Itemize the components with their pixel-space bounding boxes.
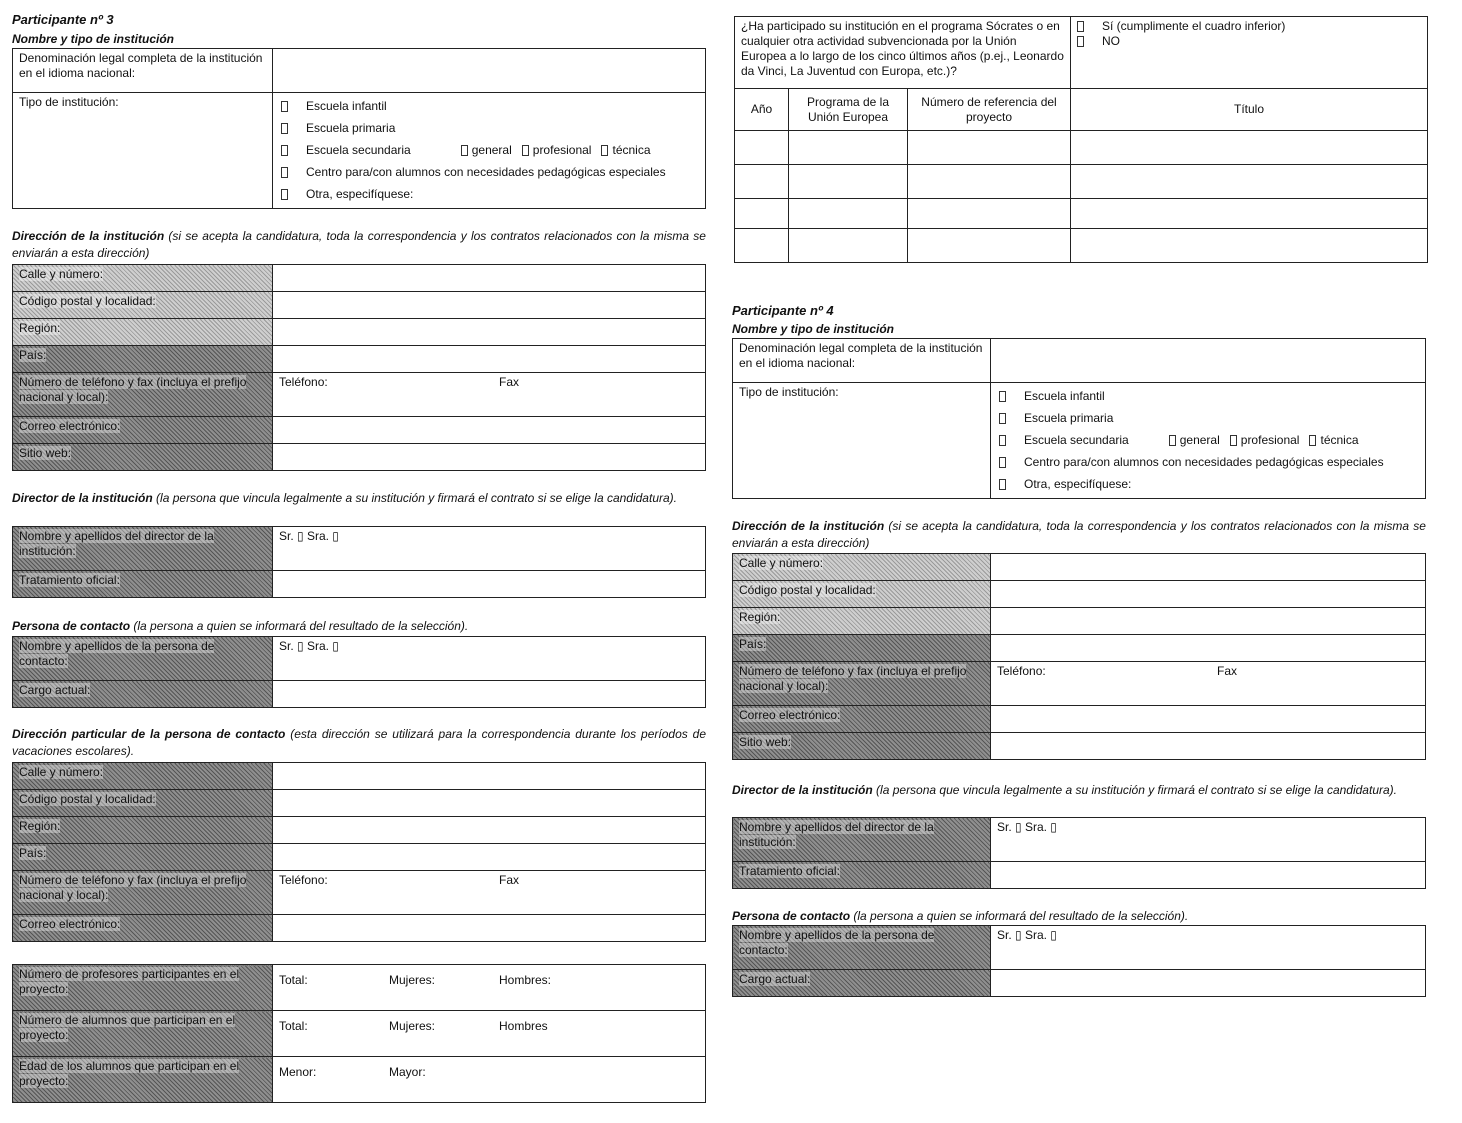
row-label: País: xyxy=(739,637,767,651)
table-cell[interactable] xyxy=(735,229,789,263)
table-cell[interactable] xyxy=(789,229,908,263)
p4-contact-heading: Persona de contacto (la persona a quien se informará del resultado de la selección). xyxy=(732,909,1189,923)
row-label: Correo electrónico: xyxy=(739,708,841,722)
phone-fax-field[interactable] xyxy=(991,662,1426,706)
col-header-program: Programa de la Unión Europea xyxy=(789,89,908,131)
input-field[interactable] xyxy=(273,817,706,844)
students-age-field[interactable] xyxy=(273,1057,706,1103)
row-label: Código postal y localidad: xyxy=(19,294,156,308)
checkbox[interactable] xyxy=(461,145,468,156)
input-field[interactable] xyxy=(273,790,706,817)
checkbox[interactable] xyxy=(1169,435,1176,446)
checkbox[interactable] xyxy=(281,145,288,156)
row-label: Nombre y apellidos de la persona de contacto: xyxy=(19,639,215,668)
p4-address-table xyxy=(732,553,1426,760)
row-label: Número de teléfono y fax (incluya el prefijo nacional y local): xyxy=(19,375,247,404)
p4-institution-table xyxy=(732,338,1426,499)
fax-label: Fax xyxy=(1217,664,1238,678)
table-cell[interactable] xyxy=(1071,229,1428,263)
option-label: Escuela primaria xyxy=(1024,411,1114,425)
checkbox[interactable] xyxy=(999,391,1006,402)
row-label: Nombre y apellidos del director de la institución: xyxy=(19,529,214,558)
checkbox[interactable] xyxy=(1077,21,1084,32)
input-field[interactable] xyxy=(991,554,1426,581)
table-cell[interactable] xyxy=(735,131,789,165)
option-label: técnica xyxy=(1320,433,1359,447)
input-field[interactable] xyxy=(273,319,706,346)
min-age-label: Menor: xyxy=(279,1065,317,1079)
p3-name-field[interactable] xyxy=(273,49,706,93)
p4-address-heading: Dirección de la institución (si se acepta la candidatura, toda la correspondencia y los contratos relacionados con la misma se enviarán a esta dirección) xyxy=(732,519,1426,550)
option-label: Escuela infantil xyxy=(306,99,387,113)
yes-label: Sí (cumplimente el cuadro inferior) xyxy=(1102,19,1286,33)
table-cell[interactable] xyxy=(908,229,1071,263)
eu-participation-table xyxy=(734,16,1428,89)
checkbox[interactable] xyxy=(1309,435,1316,446)
checkbox[interactable] xyxy=(522,145,529,156)
tel-label: Teléfono: xyxy=(997,664,1046,678)
option-label: Otra, especifíquese: xyxy=(306,187,414,201)
col-header-title: Título xyxy=(1071,89,1428,131)
row-label: Región: xyxy=(19,321,61,335)
total-label: Total: xyxy=(279,1019,308,1033)
row-label: Número de teléfono y fax (incluya el prefijo nacional y local): xyxy=(19,873,247,902)
men-label: Hombres: xyxy=(499,973,552,987)
input-field[interactable] xyxy=(273,417,706,444)
checkbox[interactable] xyxy=(281,167,288,178)
row-label: Correo electrónico: xyxy=(19,917,121,931)
input-field[interactable] xyxy=(991,706,1426,733)
sr-sra-options[interactable]: Sr. ▯ Sra. ▯ xyxy=(997,820,1057,834)
women-label: Mujeres: xyxy=(389,973,436,987)
option-label: Escuela primaria xyxy=(306,121,396,135)
students-count-field[interactable] xyxy=(273,1011,706,1057)
p4-contact-table xyxy=(732,925,1426,997)
contact-name-field[interactable] xyxy=(273,637,706,681)
checkbox[interactable] xyxy=(281,189,288,200)
p3-type-label: Tipo de institución: xyxy=(13,93,273,209)
col-header-year: Año xyxy=(735,89,789,131)
p3-name-label: Denominación legal completa de la institución en el idioma nacional: xyxy=(13,49,273,93)
input-field[interactable] xyxy=(273,915,706,942)
option-label: Otra, especifíquese: xyxy=(1024,477,1132,491)
row-label: Número de teléfono y fax (incluya el prefijo nacional y local): xyxy=(739,664,967,693)
p3-type-options xyxy=(273,93,706,209)
option-label: general xyxy=(1179,433,1220,447)
checkbox[interactable] xyxy=(601,145,608,156)
p4-name-field[interactable] xyxy=(991,339,1426,383)
table-cell[interactable] xyxy=(908,131,1071,165)
p3-director-table xyxy=(12,526,706,598)
option-label: técnica xyxy=(612,143,651,157)
teachers-count-field[interactable] xyxy=(273,965,706,1011)
table-cell[interactable] xyxy=(735,165,789,199)
p3-stats-table xyxy=(12,964,706,1103)
table-cell[interactable] xyxy=(1071,199,1428,229)
row-label: Tratamiento oficial: xyxy=(19,573,120,587)
input-field[interactable] xyxy=(273,681,706,708)
row-label: Número de profesores participantes en el proyecto: xyxy=(19,967,240,996)
col-header-ref: Número de referencia del proyecto xyxy=(908,89,1071,131)
option-label: Centro para/con alumnos con necesidades pedagógicas especiales xyxy=(1024,455,1384,469)
eu-question: ¿Ha participado su institución en el programa Sócrates o en cualquier otra actividad subvencionada por la Unión Europea a lo largo de los cinco últimos años (p.ej., Leonardo da Vinci, La Juventud con Europa, etc.)? xyxy=(735,17,1071,89)
row-label: País: xyxy=(19,846,47,860)
phone-fax-field[interactable] xyxy=(273,871,706,915)
checkbox[interactable] xyxy=(999,413,1006,424)
input-field[interactable] xyxy=(273,292,706,319)
sr-sra-options[interactable]: Sr. ▯ Sra. ▯ xyxy=(997,928,1057,942)
row-label: Región: xyxy=(19,819,61,833)
row-label: Cargo actual: xyxy=(739,972,811,986)
checkbox[interactable] xyxy=(281,101,288,112)
table-cell[interactable] xyxy=(789,199,908,229)
p3-subtitle: Nombre y tipo de institución xyxy=(12,32,175,46)
row-label: Calle y número: xyxy=(739,556,824,570)
eu-projects-table xyxy=(734,88,1428,263)
option-label: Centro para/con alumnos con necesidades pedagógicas especiales xyxy=(306,165,666,179)
p4-name-label: Denominación legal completa de la institución en el idioma nacional: xyxy=(733,339,991,383)
p4-director-heading: Director de la institución (la persona que vincula legalmente a su institución y firmará el contrato si se elige la candidatura). xyxy=(732,783,1397,797)
option-label: general xyxy=(471,143,512,157)
row-label: Código postal y localidad: xyxy=(19,792,156,806)
row-label: Calle y número: xyxy=(19,267,104,281)
input-field[interactable] xyxy=(991,608,1426,635)
p4-director-table xyxy=(732,817,1426,889)
p3-contact-table xyxy=(12,636,706,708)
table-cell[interactable] xyxy=(1071,165,1428,199)
p4-title: Participante nº 4 xyxy=(732,303,834,318)
row-label: Sitio web: xyxy=(19,446,72,460)
p3-director-heading: Director de la institución (la persona que vincula legalmente a su institución y firmará el contrato si se elige la candidatura). xyxy=(12,491,677,505)
input-field[interactable] xyxy=(991,862,1426,889)
table-cell[interactable] xyxy=(908,165,1071,199)
checkbox[interactable] xyxy=(1077,36,1084,47)
p3-title: Participante nº 3 xyxy=(12,12,114,27)
checkbox[interactable] xyxy=(999,457,1006,468)
input-field[interactable] xyxy=(273,571,706,598)
row-label: Número de alumnos que participan en el proyecto: xyxy=(19,1013,236,1042)
total-label: Total: xyxy=(279,973,308,987)
p3-contact-heading: Persona de contacto (la persona a quien se informará del resultado de la selección). xyxy=(12,619,469,633)
row-label: Región: xyxy=(739,610,781,624)
input-field[interactable] xyxy=(273,763,706,790)
sr-sra-options[interactable]: Sr. ▯ Sra. ▯ xyxy=(279,639,339,653)
input-field[interactable] xyxy=(991,581,1426,608)
eu-answer-options xyxy=(1071,17,1428,89)
option-label: Escuela infantil xyxy=(1024,389,1105,403)
input-field[interactable] xyxy=(991,635,1426,662)
p3-institution-table xyxy=(12,48,706,209)
fax-label: Fax xyxy=(499,375,520,389)
row-label: Cargo actual: xyxy=(19,683,91,697)
input-field[interactable] xyxy=(991,970,1426,997)
fax-label: Fax xyxy=(499,873,520,887)
table-cell[interactable] xyxy=(1071,131,1428,165)
p3-address-heading: Dirección de la institución (si se acepta la candidatura, toda la correspondencia y los contratos relacionados con la misma se enviarán a esta dirección) xyxy=(12,229,706,260)
row-label: País: xyxy=(19,348,47,362)
contact-name-field[interactable] xyxy=(991,926,1426,970)
no-label: NO xyxy=(1102,34,1120,48)
max-age-label: Mayor: xyxy=(389,1065,426,1079)
option-label: profesional xyxy=(532,143,592,157)
input-field[interactable] xyxy=(991,733,1426,760)
table-cell[interactable] xyxy=(789,165,908,199)
men-label: Hombres xyxy=(499,1019,548,1033)
checkbox[interactable] xyxy=(999,479,1006,490)
p3-private-table xyxy=(12,762,706,942)
p4-type-options xyxy=(991,383,1426,499)
input-field[interactable] xyxy=(273,444,706,471)
input-field[interactable] xyxy=(273,346,706,373)
p3-address-table xyxy=(12,264,706,471)
tel-label: Teléfono: xyxy=(279,375,328,389)
option-label: profesional xyxy=(1240,433,1300,447)
p4-subtitle: Nombre y tipo de institución xyxy=(732,322,895,336)
sr-sra-options[interactable]: Sr. ▯ Sra. ▯ xyxy=(279,529,339,543)
row-label: Calle y número: xyxy=(19,765,104,779)
director-name-field[interactable] xyxy=(273,527,706,571)
table-cell[interactable] xyxy=(735,199,789,229)
option-label: Escuela secundaria xyxy=(306,143,411,157)
p4-type-label: Tipo de institución: xyxy=(733,383,991,499)
director-name-field[interactable] xyxy=(991,818,1426,862)
row-label: Correo electrónico: xyxy=(19,419,121,433)
table-cell[interactable] xyxy=(908,199,1071,229)
row-label: Tratamiento oficial: xyxy=(739,864,840,878)
row-label: Nombre y apellidos del director de la institución: xyxy=(739,820,934,849)
tel-label: Teléfono: xyxy=(279,873,328,887)
women-label: Mujeres: xyxy=(389,1019,436,1033)
row-label: Código postal y localidad: xyxy=(739,583,876,597)
option-label: Escuela secundaria xyxy=(1024,433,1129,447)
table-cell[interactable] xyxy=(789,131,908,165)
row-label: Nombre y apellidos de la persona de contacto: xyxy=(739,928,935,957)
checkbox[interactable] xyxy=(1230,435,1237,446)
checkbox[interactable] xyxy=(281,123,288,134)
row-label: Sitio web: xyxy=(739,735,792,749)
phone-fax-field[interactable] xyxy=(273,373,706,417)
row-label: Edad de los alumnos que participan en el proyecto: xyxy=(19,1059,240,1088)
p3-private-heading: Dirección particular de la persona de contacto (esta dirección se utilizará para la correspondencia durante los períodos de vacaciones escolares). xyxy=(12,727,706,758)
input-field[interactable] xyxy=(273,265,706,292)
checkbox[interactable] xyxy=(999,435,1006,446)
input-field[interactable] xyxy=(273,844,706,871)
